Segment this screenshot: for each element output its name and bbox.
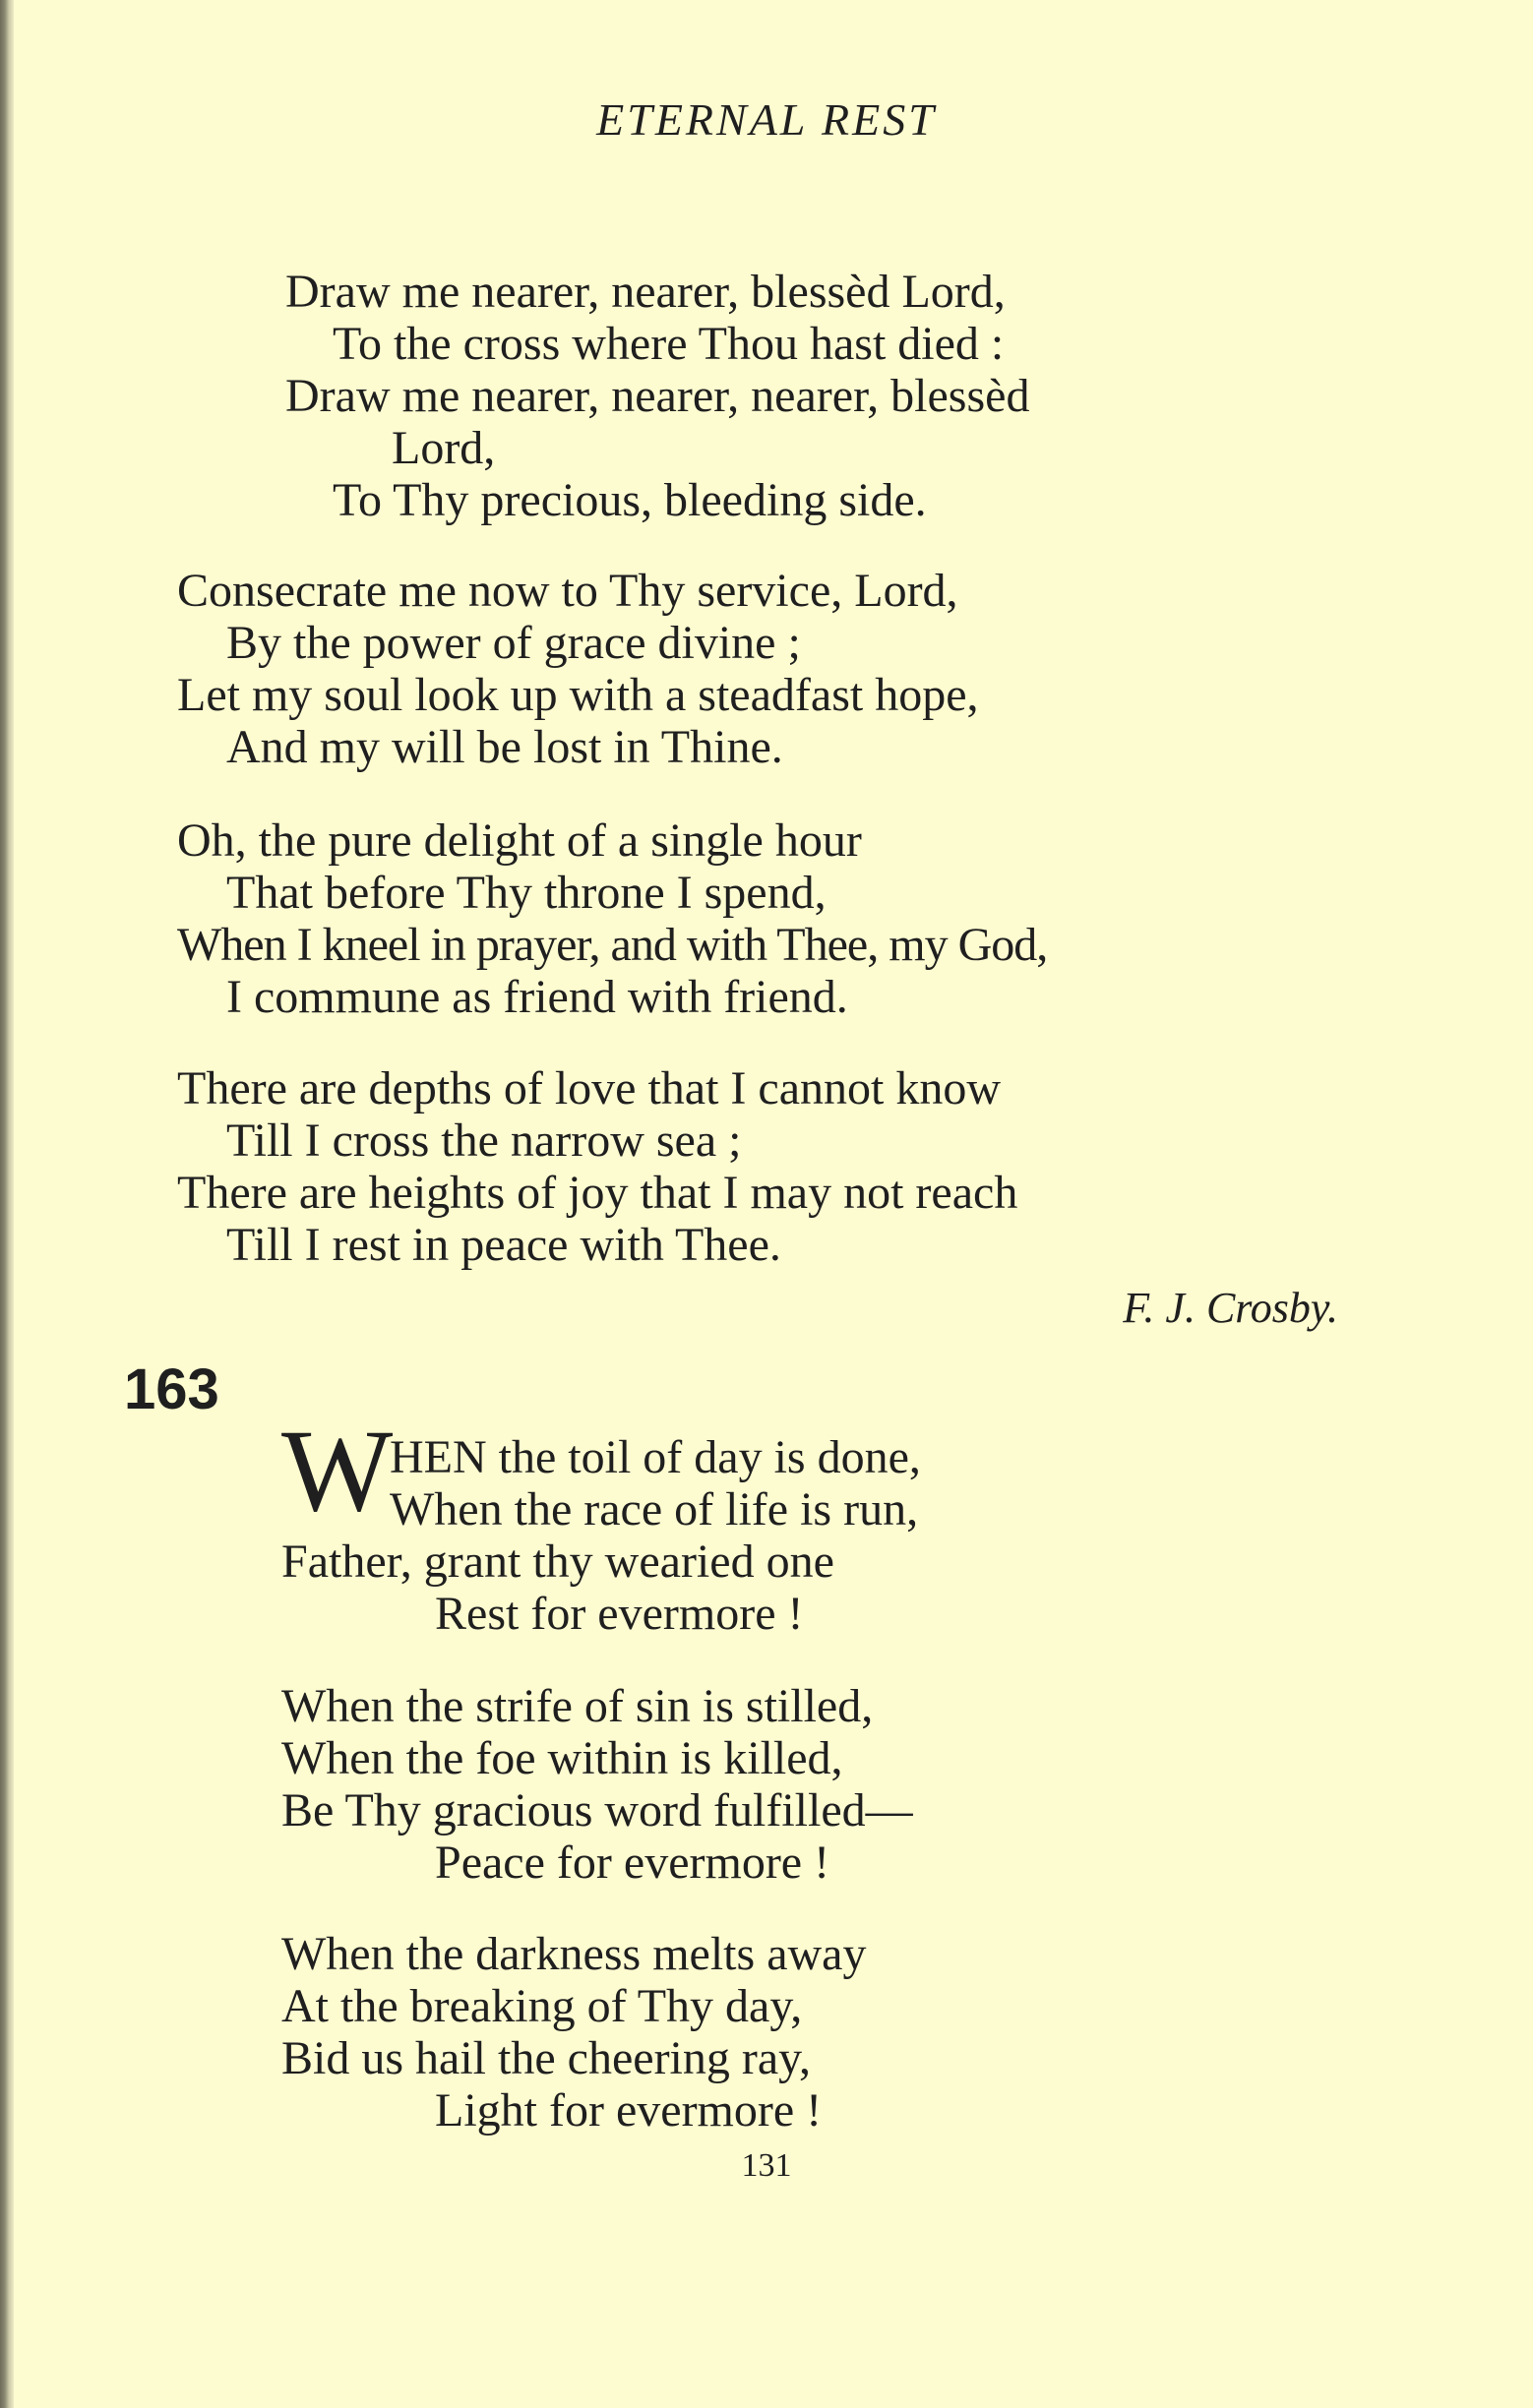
drop-cap: W bbox=[281, 1405, 394, 1535]
stanza-line: Peace for evermore ! bbox=[435, 1836, 830, 1889]
stanza-line: Till I rest in peace with Thee. bbox=[226, 1219, 781, 1271]
stanza-line: Light for evermore ! bbox=[435, 2084, 823, 2137]
stanza-line: There are heights of joy that I may not reach bbox=[177, 1167, 1018, 1219]
hymn-163-stanza-1-rest bbox=[281, 1535, 834, 1640]
stanza-line: When the darkness melts away bbox=[281, 1928, 867, 1980]
page-number: 131 bbox=[741, 2147, 792, 2184]
author-attribution: F. J. Crosby. bbox=[1123, 1284, 1338, 1332]
running-head: ETERNAL REST bbox=[596, 94, 937, 145]
stanza-line: By the power of grace divine ; bbox=[226, 617, 801, 669]
stanza-1 bbox=[285, 266, 1029, 526]
hymn-163-stanza-1-opening bbox=[390, 1431, 921, 1535]
stanza-line: To Thy precious, bleeding side. bbox=[333, 474, 927, 526]
hymn-number: 163 bbox=[124, 1357, 219, 1421]
stanza-line: I commune as friend with friend. bbox=[226, 971, 848, 1023]
stanza-line: Draw me nearer, nearer, nearer, blessèd bbox=[285, 370, 1030, 422]
stanza-line: When I kneel in prayer, and with Thee, my God, bbox=[177, 919, 1048, 971]
stanza-line: At the breaking of Thy day, bbox=[281, 1980, 803, 2032]
stanza-line: Bid us hail the cheering ray, bbox=[281, 2032, 812, 2084]
stanza-4 bbox=[177, 1062, 1017, 1271]
stanza-line: Let my soul look up with a steadfast hope, bbox=[177, 669, 979, 721]
hymn-163-stanza-3 bbox=[281, 1928, 866, 2137]
stanza-line: Oh, the pure delight of a single hour bbox=[177, 814, 862, 867]
stanza-line: Draw me nearer, nearer, blessèd Lord, bbox=[285, 266, 1006, 318]
stanza-line: HEN the toil of day is done, bbox=[390, 1431, 921, 1483]
stanza-2 bbox=[177, 565, 979, 773]
hymn-163-stanza-2 bbox=[281, 1680, 913, 1889]
stanza-line: There are depths of love that I cannot know bbox=[177, 1062, 1002, 1114]
stanza-line: Till I cross the narrow sea ; bbox=[226, 1114, 742, 1167]
stanza-line: When the race of life is run, bbox=[390, 1483, 919, 1535]
stanza-line: And my will be lost in Thine. bbox=[226, 721, 783, 773]
stanza-3 bbox=[177, 814, 1047, 1023]
stanza-line: Be Thy gracious word fulfilled— bbox=[281, 1784, 913, 1836]
stanza-line: Consecrate me now to Thy service, Lord, bbox=[177, 565, 958, 617]
stanza-line: When the strife of sin is stilled, bbox=[281, 1680, 874, 1732]
stanza-line: Father, grant thy wearied one bbox=[281, 1535, 834, 1588]
stanza-line: That before Thy throne I spend, bbox=[226, 867, 827, 919]
stanza-line: To the cross where Thou hast died : bbox=[333, 318, 1005, 370]
stanza-line: Rest for evermore ! bbox=[435, 1588, 804, 1640]
stanza-line: When the foe within is killed, bbox=[281, 1732, 843, 1784]
stanza-line: Lord, bbox=[392, 422, 496, 474]
